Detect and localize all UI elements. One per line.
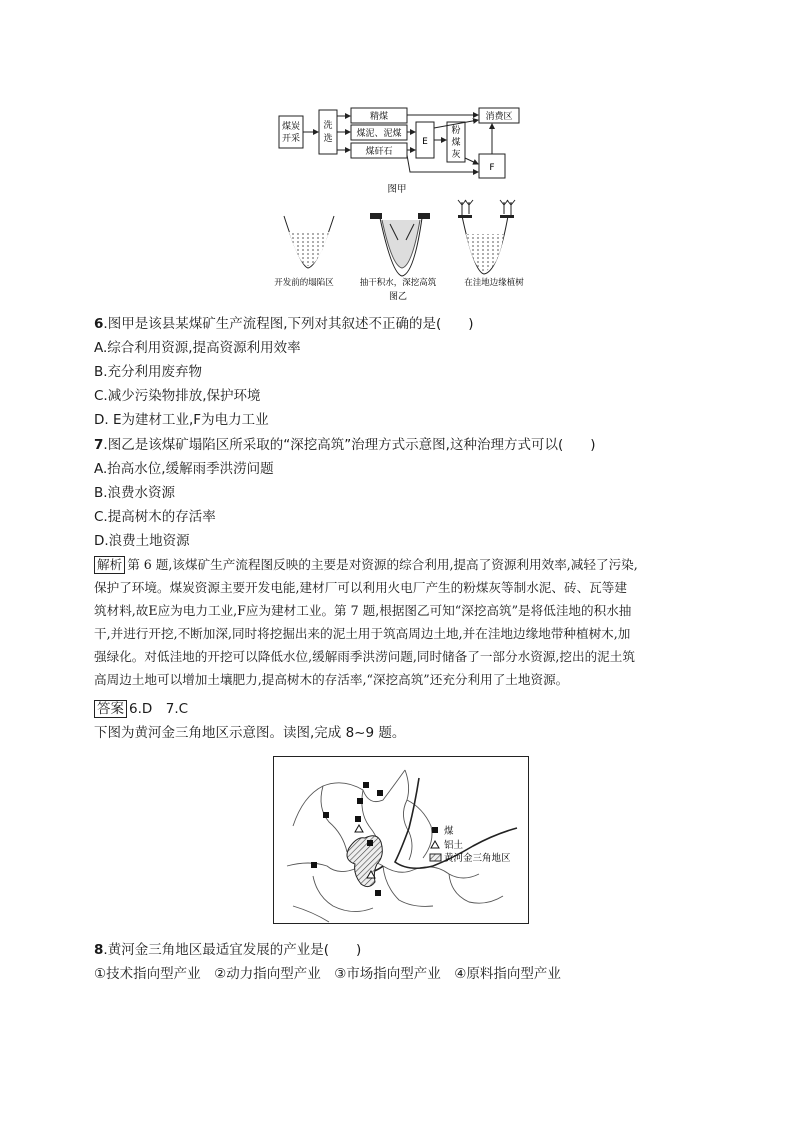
coal-marker	[367, 840, 373, 846]
answer-tag: 答案	[94, 700, 127, 718]
question-6-stem: .图甲是该县某煤矿生产流程图,下列对其叙述不正确的是( )	[103, 316, 474, 332]
coal-marker	[311, 862, 317, 868]
figure-jia-caption: 图甲	[387, 184, 407, 195]
legend-region-icon	[430, 854, 441, 861]
figure-yi-caption: 图乙	[388, 292, 408, 302]
question-8	[94, 938, 361, 962]
figure-yi-sections	[262, 196, 542, 304]
explanation-line-4: 干,并进行开挖,不断加深,同时将挖掘出来的泥土用于筑高周边土地,并在洼地边缘地带种植树木,加	[94, 626, 631, 641]
box-fly-ash-label-3: 灰	[451, 150, 461, 160]
question-7-number: 7	[94, 437, 104, 453]
explanation-tag: 解析	[94, 556, 125, 574]
legend-coal-icon	[432, 827, 438, 833]
explanation-line-3: 筑材料,故E应为电力工业,F应为建材工业。第 7 题,根据图乙可知“深挖高筑”是将低洼地的积水抽	[94, 603, 632, 618]
section-before	[284, 216, 334, 268]
map-frame	[274, 757, 529, 924]
figure-jia-flowchart	[270, 100, 530, 200]
coal-marker	[377, 790, 383, 796]
explanation-line-1: 第 6 题,该煤矿生产流程图反映的主要是对资源的综合利用,提高了资源利用效率,减轻了污染,	[127, 557, 638, 572]
question-7	[94, 433, 596, 457]
q6-option-a: A.综合利用资源,提高资源利用效率	[94, 340, 301, 356]
legend-bauxite-label: 铝土	[444, 840, 464, 851]
answer-line	[94, 697, 188, 721]
box-e-label: E	[422, 137, 428, 147]
box-fly-ash-label-1: 粉	[451, 126, 461, 136]
box-coal-mining-label-2: 开采	[281, 134, 301, 144]
explanation-line-2: 保护了环境。煤炭资源主要开发电能,建材厂可以利用火电厂产生的粉煤灰等制水泥、砖、瓦等建	[94, 580, 627, 595]
question-7-stem: .图乙是该煤矿塌陷区所采取的“深挖高筑”治理方式示意图,这种治理方式可以( )	[103, 437, 596, 453]
question-6-number: 6	[94, 316, 104, 332]
coal-marker	[357, 798, 363, 804]
legend-region-label: 黄河金三角地区	[444, 853, 511, 864]
question-6	[94, 312, 474, 336]
box-coal-mining-label-1: 煤炭	[281, 122, 301, 132]
box-washing-label-2: 选	[323, 134, 333, 144]
section-label-1: 开发前的塌陷区	[274, 278, 334, 288]
coal-marker	[375, 890, 381, 896]
box-fly-ash-label-2: 煤	[451, 138, 461, 148]
box-washing	[319, 110, 337, 154]
coal-marker	[323, 812, 329, 818]
box-consumption-label: 消费区	[485, 112, 513, 122]
section-trees	[458, 200, 515, 274]
box-f-label: F	[489, 163, 495, 173]
legend-coal-label: 煤	[444, 826, 454, 837]
q6-option-b: B.充分利用废弃物	[94, 364, 203, 380]
q6-option-d: D. E为建材工业,F为电力工业	[94, 412, 269, 428]
question-8-stem: .黄河金三角地区最适宜发展的产业是( )	[103, 942, 362, 958]
explanation-line-5: 强绿化。对低洼地的开挖可以降低水位,缓解雨季洪涝问题,同时储备了一部分水资源,挖出的泥土筑	[94, 649, 635, 664]
q7-option-c: C.提高树木的存活率	[94, 509, 216, 525]
box-clean-coal-label: 精煤	[369, 112, 389, 122]
box-slime-label: 煤泥、泥煤	[356, 129, 402, 139]
q6-option-c: C.减少污染物排放,保护环境	[94, 388, 261, 404]
box-gangue-label: 煤矸石	[365, 147, 393, 157]
q8-options: ①技术指向型产业 ②动力指向型产业 ③市场指向型产业 ④原料指向型产业	[94, 966, 561, 982]
box-washing-label-1: 洗	[323, 121, 333, 131]
q7-option-b: B.浪费水资源	[94, 485, 176, 501]
intro-8-9: 下图为黄河金三角地区示意图。读图,完成 8~9 题。	[94, 725, 406, 741]
explanation-block	[94, 553, 714, 691]
section-dig	[370, 213, 430, 276]
section-label-2: 抽干积水，深挖高筑	[359, 278, 437, 288]
explanation-line-6: 高周边土地可以增加土壤肥力,提高树木的存活率,“深挖高筑”还充分利用了土地资源。	[94, 672, 569, 687]
section-label-3: 在洼地边缘植树	[464, 278, 524, 288]
q7-option-d: D.浪费土地资源	[94, 533, 190, 549]
answer-text: 6.D 7.C	[129, 701, 189, 717]
huanghe-map	[273, 756, 529, 924]
coal-marker	[363, 782, 369, 788]
coal-marker	[355, 816, 361, 822]
q7-option-a: A.抬高水位,缓解雨季洪涝问题	[94, 461, 274, 477]
question-8-number: 8	[94, 942, 104, 958]
